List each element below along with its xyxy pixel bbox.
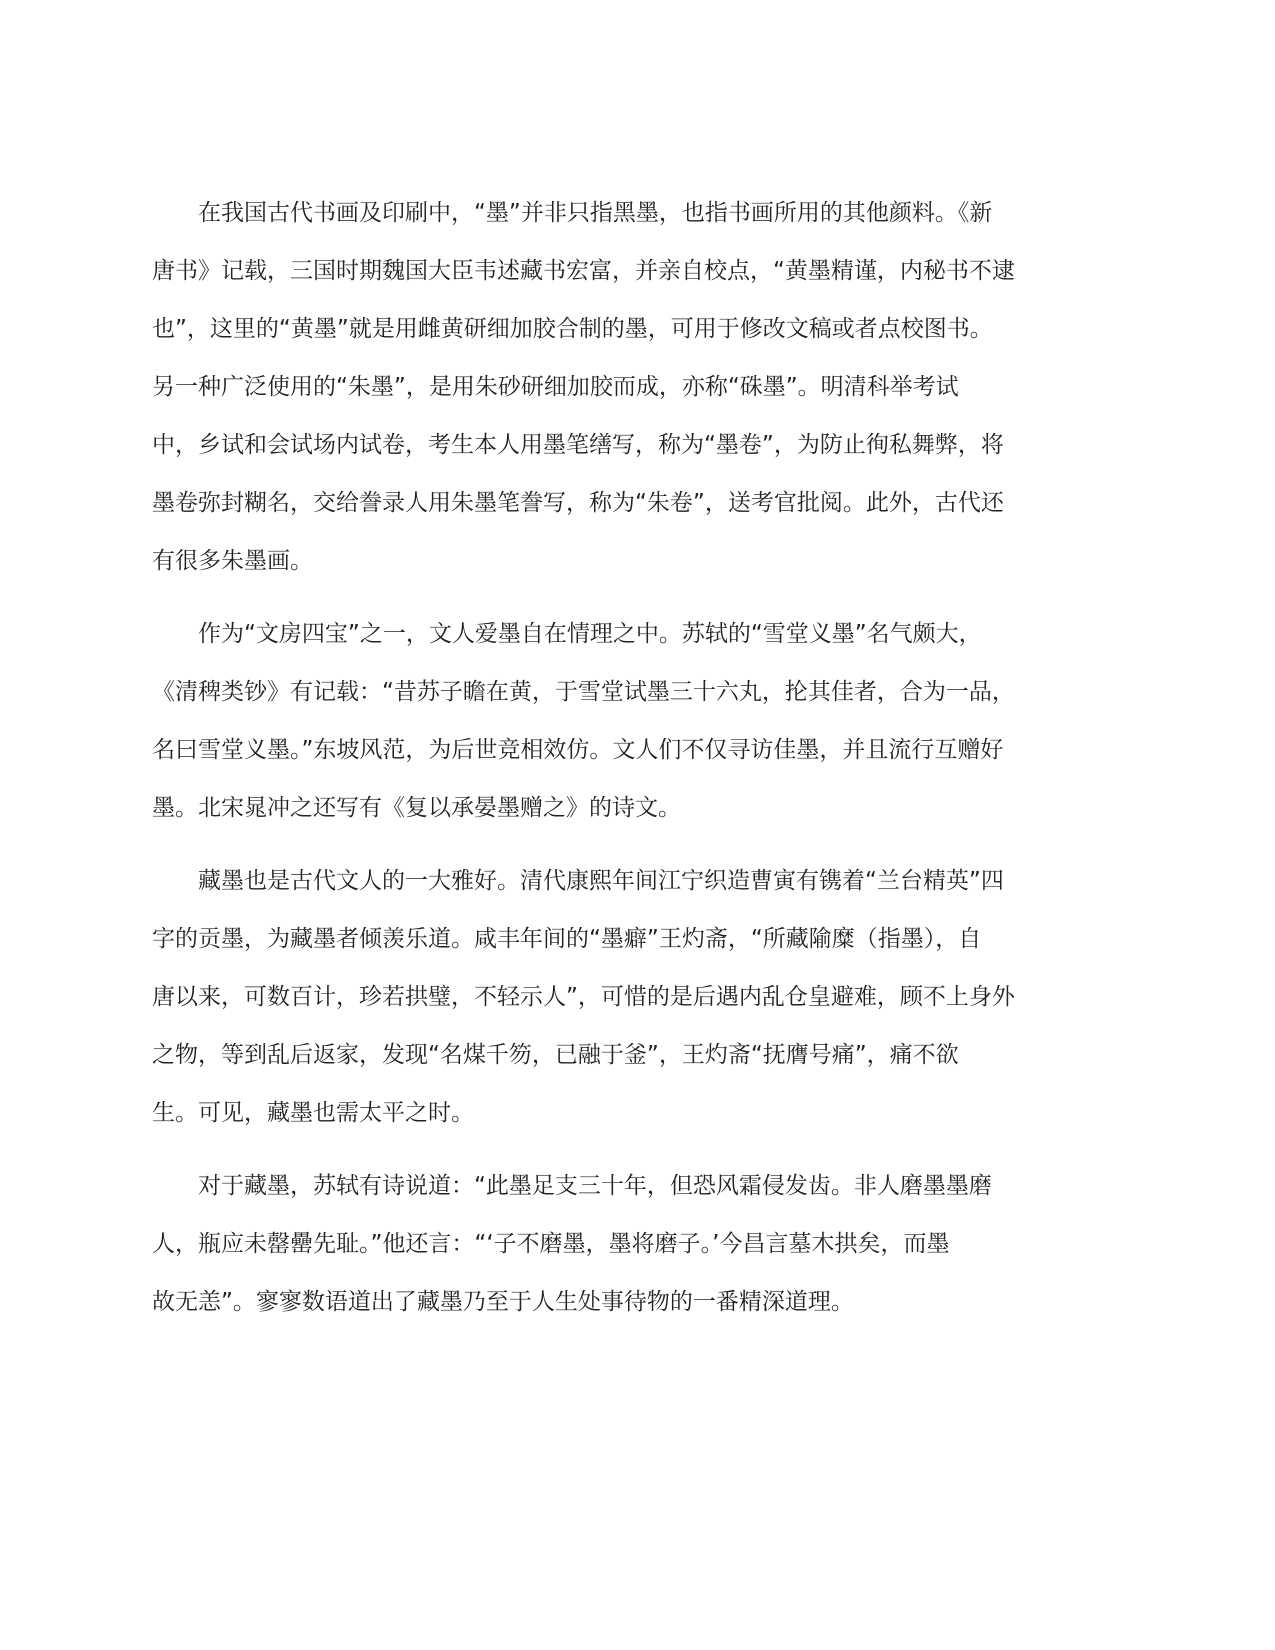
document-body	[152, 184, 1108, 1346]
paragraph-4: 对于藏墨，苏轼有诗说道：“此墨足支三十年，但恐风霜侵发齿。非人磨墨墨磨 人，瓶应未罄罍先耻。”他还言：“‘子不磨墨，墨将磨子。’今昌言墓木拱矣，而墨 故无恙”。寥寥数语道出了藏墨乃至于人生处事待物的一番精深道理。	[152, 1173, 992, 1315]
paragraph-3: 藏墨也是古代文人的一大雅好。清代康熙年间江宁织造曹寅有镌着“兰台精英”四 字的贡墨，为藏墨者倾羡乐道。咸丰年间的“墨癖”王灼斋，“所藏隃糜（指墨），自 唐以来，可数百计，珍若拱璧，不轻示人”，可惜的是后遇内乱仓皇避难，顾不上身外 之物，等到乱后返家，发现“名煤千笏，已融于釜”，王灼斋“抚膺号痛”，痛不欲 生。可见，藏墨也需太平之时。	[152, 868, 1015, 1126]
paragraph-2: 作为“文房四宝”之一，文人爱墨自在情理之中。苏轼的“雪堂义墨”名气颇大， 《清稗类钞》有记载：“昔苏子瞻在黄，于雪堂试墨三十六丸，抡其佳者，合为一品， 名曰雪堂义墨。”东坡风范，为后世竞相效仿。文人们不仅寻访佳墨，并且流行互赠好 墨。北宋晁冲之还写有《复以承晏墨赠之》的诗文。	[152, 621, 1015, 821]
paragraph-1: 在我国古代书画及印刷中，“墨”并非只指黑墨，也指书画所用的其他颜料。《新 唐书》记载，三国时期魏国大臣韦述藏书宏富，并亲自校点，“黄墨精谨，内秘书不逮 也”，这里的“黄墨”就是用雌黄研细加胶合制的墨，可用于修改文稿或者点校图书。 另一种广泛使用的“朱墨”，是用朱砂研细加胶而成，亦称“硃墨”。明清科举考试 中，乡试和会试场内试卷，考生本人用墨笔缮写，称为“墨卷”，为防止徇私舞弊，将 墨卷弥封糊名，交给誊录人用朱墨笔誊写，称为“朱卷”，送考官批阅。此外，古代还 有很多朱墨画。	[152, 200, 1015, 574]
